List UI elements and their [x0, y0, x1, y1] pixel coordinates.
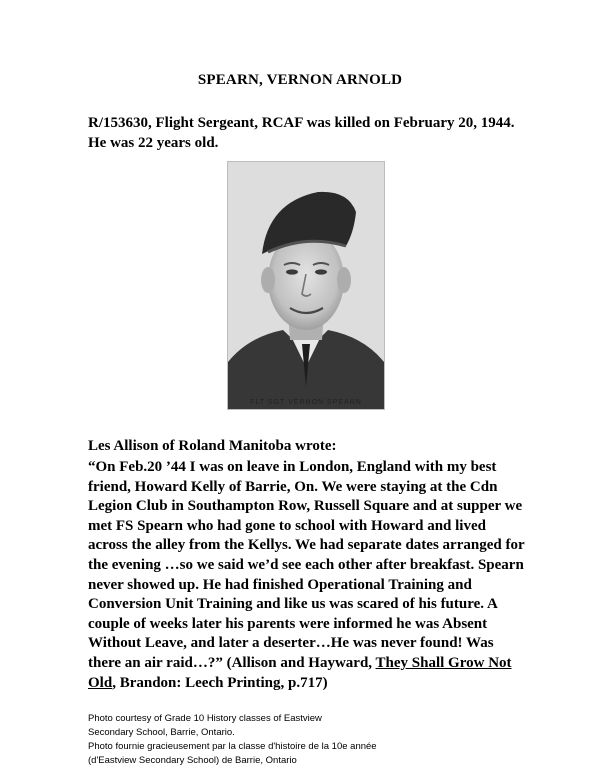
credit-line: Photo fournie gracieusement par la classe d'histoire de la 10e année [88, 741, 377, 752]
photo-credits [88, 712, 528, 768]
quote-text: “On Feb.20 ’44 I was on leave in London, England with my best friend, Howard Kelly of Barrie, On. We were staying at the Cdn Legion Club in Southampton Row, Russell Square and at supper we met FS Spearn who had gone to school with Howard and lived across the alley from the Kellys. We had separate dates arranged for the evening …so we said we’d see each other after breakfast. Spearn never showed up. He had finished Operational Training and Conversion Unit Training and like us was scared of his future. A couple of weeks later his parents were informed he was Absent Without Leave, and later a deserter…He was never found! Was there an air raid…?” (Allison and Hayward, [88, 459, 525, 671]
book-title-link-text: They Shall Grow Not Old [88, 654, 512, 691]
photo-caption: FLT SGT VERNON SPEARN [250, 399, 362, 406]
quote-citation: , Brandon: Leech Printing, p.717) [112, 674, 328, 691]
letter-author-heading: Les Allison of Roland Manitoba wrote: [88, 438, 337, 454]
portrait-image [228, 162, 384, 409]
page-title: SPEARN, VERNON ARNOLD [197, 72, 403, 88]
credit-line: Photo courtesy of Grade 10 History classes of Eastview [88, 713, 322, 724]
intro-paragraph: R/153630, Flight Sergeant, RCAF was killed on February 20, 1944. He was 22 years old. [88, 115, 515, 151]
portrait-photo [227, 161, 385, 410]
quoted-letter [88, 458, 528, 693]
credit-line: Secondary School, Barrie, Ontario. [88, 727, 235, 738]
credit-line: (d'Eastview Secondary School) de Barrie, Ontario [88, 755, 297, 766]
